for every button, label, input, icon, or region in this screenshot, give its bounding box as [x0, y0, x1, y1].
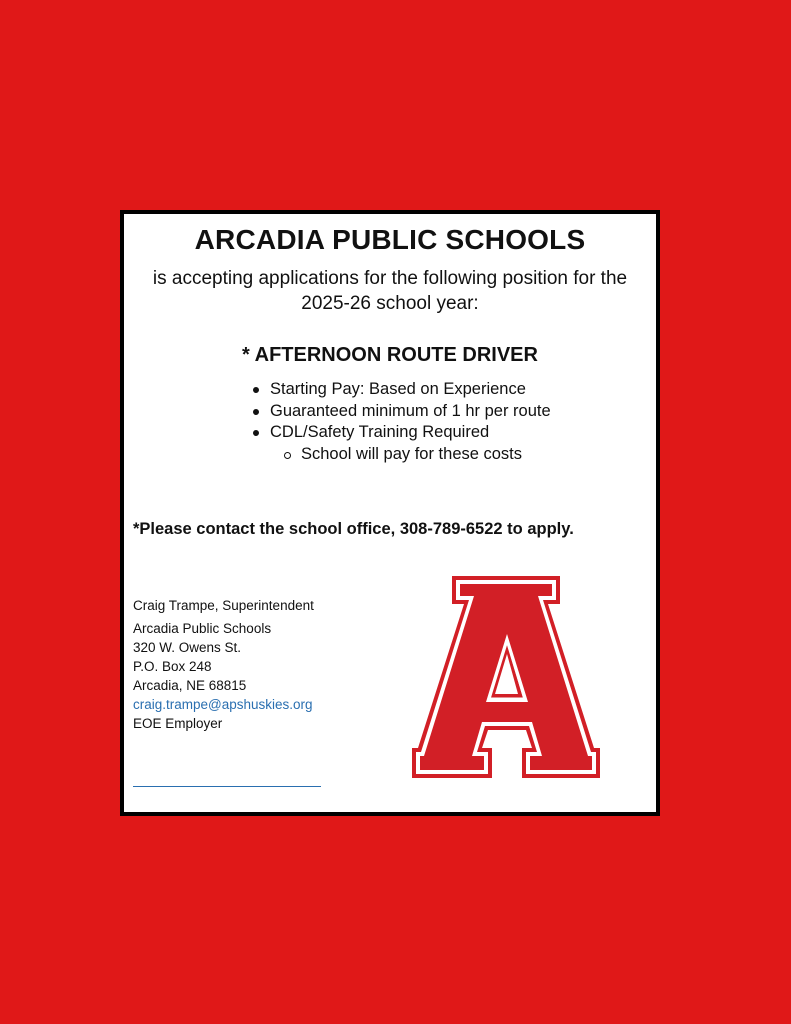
signature-block	[133, 596, 314, 733]
detail-text: Starting Pay: Based on Experience	[270, 380, 526, 398]
letter-a-logo-icon	[410, 574, 602, 780]
list-item	[250, 422, 551, 444]
divider-line	[133, 786, 321, 787]
bullet-icon	[253, 430, 259, 436]
job-details-list	[250, 379, 551, 465]
eoe-statement: EOE Employer	[133, 716, 223, 731]
email-link[interactable]: craig.trampe@apshuskies.org	[133, 697, 313, 712]
superintendent-name: Craig Trampe, Superintendent	[133, 598, 314, 613]
bullet-icon	[253, 409, 259, 415]
detail-text: CDL/Safety Training Required	[270, 423, 490, 441]
po-box: P.O. Box 248	[133, 659, 212, 674]
sub-detail-text: School will pay for these costs	[301, 444, 523, 463]
page-title: ARCADIA PUBLIC SCHOOLS	[194, 224, 586, 255]
flyer-card	[120, 210, 660, 816]
detail-text: Guaranteed minimum of 1 hr per route	[270, 401, 551, 420]
bullet-icon	[253, 387, 259, 393]
city-state-zip: Arcadia, NE 68815	[133, 678, 247, 693]
sub-list-item	[250, 444, 551, 466]
school-name: Arcadia Public Schools	[133, 621, 272, 636]
list-item	[250, 379, 551, 401]
position-title: * AFTERNOON ROUTE DRIVER	[242, 344, 538, 366]
street-address: 320 W. Owens St.	[133, 640, 242, 655]
list-item	[250, 401, 551, 423]
hollow-bullet-icon	[284, 452, 291, 459]
contact-instruction: *Please contact the school office, 308-789-6522 to apply.	[133, 520, 574, 538]
intro-text: is accepting applications for the following position for the 2025-26 school year:	[152, 268, 628, 314]
